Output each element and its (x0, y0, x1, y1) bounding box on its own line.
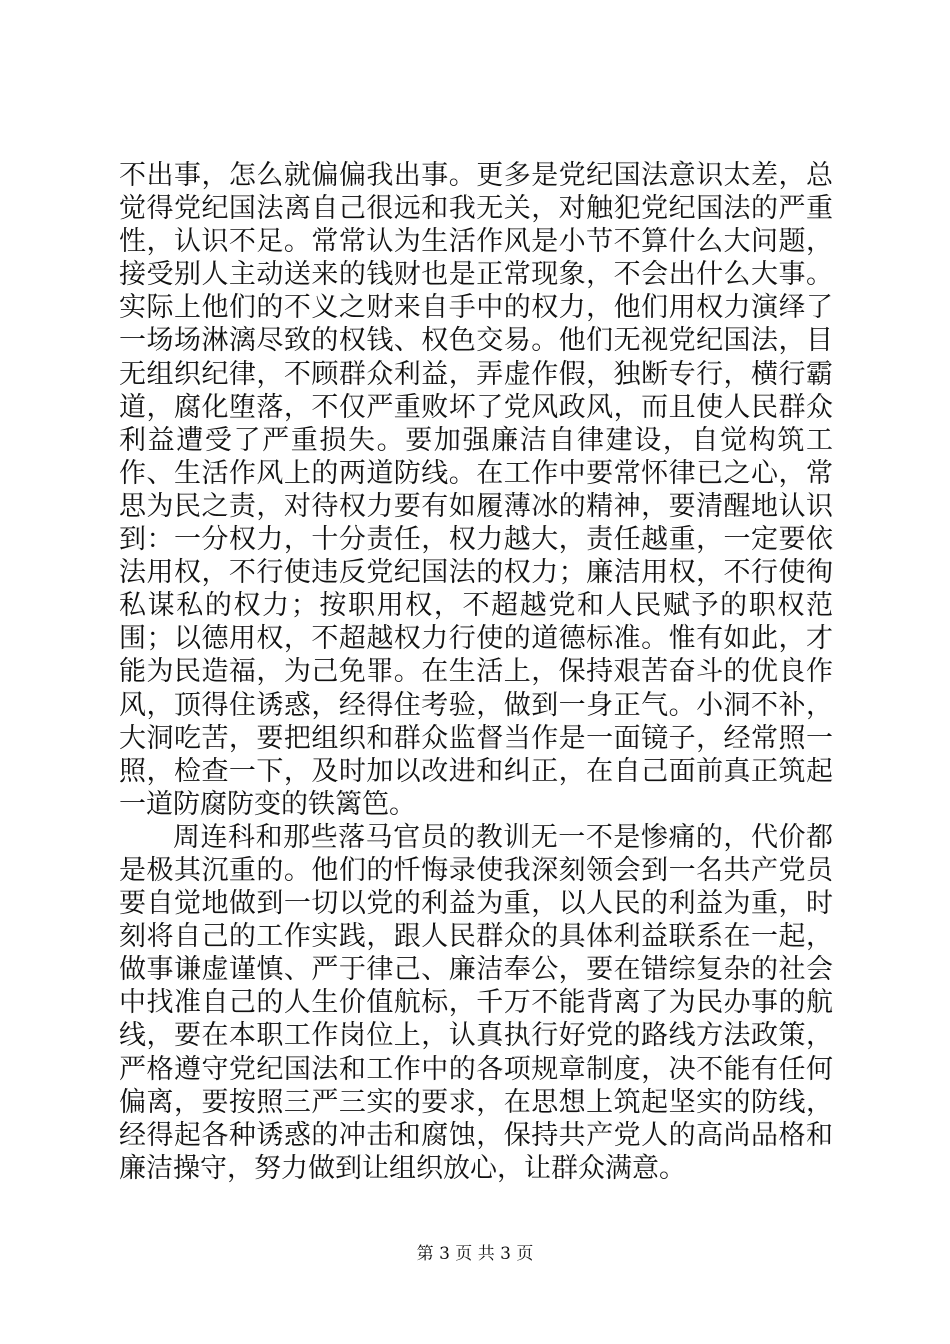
page-number-footer: 第 3 页 共 3 页 (416, 1244, 534, 1264)
paragraph: 周连科和那些落马官员的教训无一不是惨痛的，代价都是极其沉重的。他们的忏悔录使我深刻领会到一名共产党员要自觉地做到一切以党的利益为重，以人民的利益为重，时刻将自己的工作实践，跟人民群众的具体利益联系在一起，做事谦虚谨慎、严于律己、廉洁奉公，要在错综复杂的社会中找准自己的人生价值航标，千万不能背离了为民办事的航线，要在本职工作岗位上，认真执行好党的路线方法政策，严格遵守党纪国法和工作中的各项规章制度，决不能有任何偏离，要按照三严三实的要求，在思想上筑起坚实的防线，经得起各种诱惑的冲击和腐蚀，保持共产党人的高尚品格和廉洁操守，努力做到让组织放心，让群众满意。 (119, 821, 833, 1184)
document-body (119, 159, 833, 1185)
paragraph-continued: 不出事，怎么就偏偏我出事。更多是党纪国法意识太差，总觉得党纪国法离自己很远和我无关，对触犯党纪国法的严重性，认识不足。常常认为生活作风是小节不算什么大问题，接受别人主动送来的钱财也是正常现象，不会出什么大事。实际上他们的不义之财来自手中的权力，他们用权力演绎了一场场淋漓尽致的权钱、权色交易。他们无视党纪国法，目无组织纪律，不顾群众利益，弄虚作假，独断专行，横行霸道，腐化堕落，不仅严重败坏了党风政风，而且使人民群众利益遭受了严重损失。要加强廉洁自律建设，自觉构筑工作、生活作风上的两道防线。在工作中要常怀律已之心，常思为民之责，对待权力要有如履薄冰的精神，要清醒地认识到：一分权力，十分责任，权力越大，责任越重，一定要依法用权，不行使违反党纪国法的权力；廉洁用权，不行使徇私谋私的权力；按职用权，不超越党和人民赋予的职权范围；以德用权，不超越权力行使的道德标准。惟有如此，才能为民造福，为己免罪。在生活上，保持艰苦奋斗的优良作风，顶得住诱惑，经得住考验，做到一身正气。小洞不补，大洞吃苦，要把组织和群众监督当作是一面镜子，经常照一照，检查一下，及时加以改进和纠正，在自己面前真正筑起一道防腐防变的铁篱笆。 (119, 160, 833, 820)
